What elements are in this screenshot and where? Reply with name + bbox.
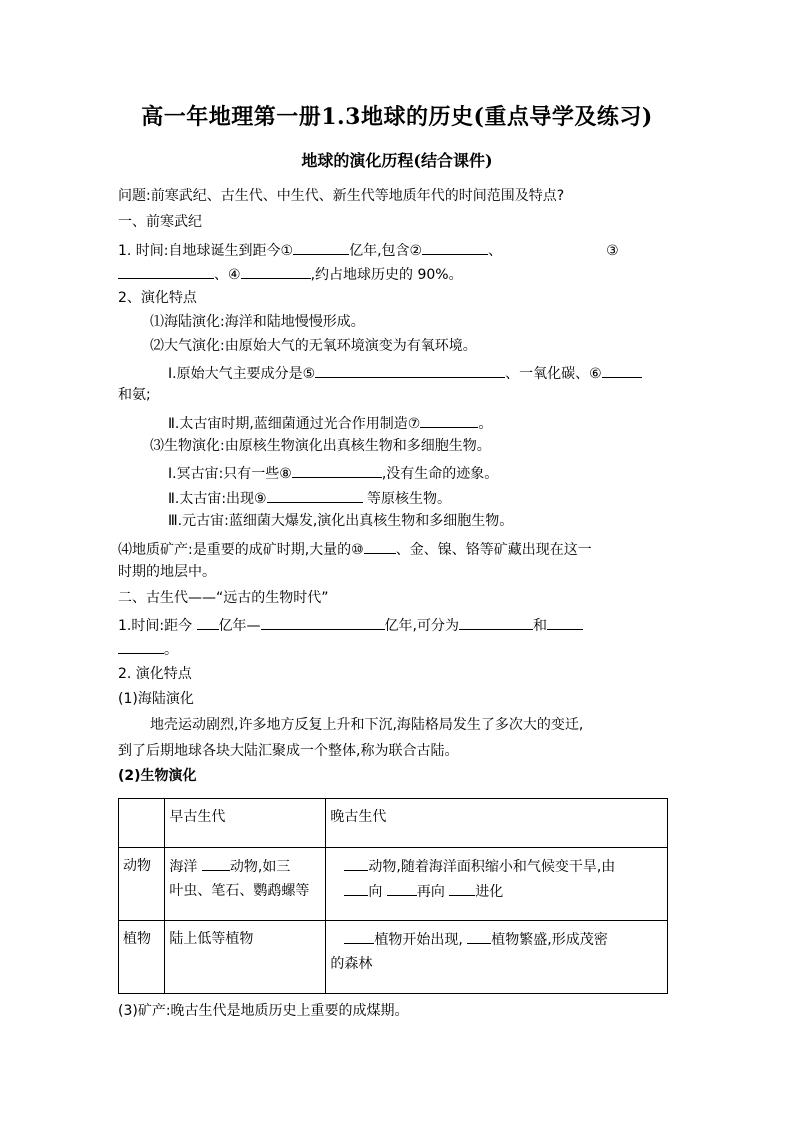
row-label-plant: 植物 <box>119 921 165 994</box>
time-line-1: 1. 时间:自地球诞生到距今① 亿年,包含② 、 ③ <box>118 238 619 261</box>
blank-5[interactable] <box>315 361 505 378</box>
table-header-row <box>119 799 668 848</box>
table-row <box>119 921 668 994</box>
mineral-line-cont: 时期的地层中。 <box>118 564 216 580</box>
plant-early-cell: 陆上低等植物 <box>165 921 326 994</box>
blank-14[interactable] <box>547 613 583 630</box>
table-header-late: 晚古生代 <box>326 799 668 848</box>
blank-11[interactable] <box>197 613 219 630</box>
archean-line: Ⅱ.太古宙:出现⑨ 等原核生物。 <box>168 486 451 509</box>
blank-10[interactable] <box>364 537 396 554</box>
mineral-paleozoic: (3)矿产:晚古生代是地质历史上重要的成煤期。 <box>118 1003 409 1019</box>
blank-table-5[interactable] <box>449 879 475 896</box>
blank-14-cont[interactable] <box>118 637 164 654</box>
blank-table-4[interactable] <box>387 879 417 896</box>
biology-evolution: ⑶生物演化:由原核生物演化出真核生物和多细胞生物。 <box>150 438 491 454</box>
blank-13[interactable] <box>459 613 533 630</box>
atmosphere-evolution: ⑵大气演化:由原始大气的无氧环境演变为有氧环境。 <box>150 338 477 354</box>
sea-land-evolution: ⑴海陆演化:海洋和陆地慢慢形成。 <box>150 314 365 330</box>
blank-table-7[interactable] <box>467 927 491 944</box>
sea-land-paragraph-2: 到了后期地球各块大陆汇聚成一个整体,称为联合古陆。 <box>118 743 459 759</box>
sea-land-paragraph-1: 地壳运动剧烈,许多地方反复上升和下沉,海陆格局发生了多次大的变迁, <box>150 717 584 733</box>
blank-table-2[interactable] <box>344 854 368 871</box>
blank-9[interactable] <box>267 486 363 503</box>
plant-late-cell: 植物开始出现, 植物繁盛,形成茂密 的森林 <box>326 921 668 994</box>
time-line-2: 、④ ,约占地球历史的 90%。 <box>118 262 463 285</box>
paleozoic-biology-table <box>118 798 668 994</box>
blank-12[interactable] <box>261 613 385 630</box>
table-corner-cell <box>119 799 165 848</box>
blank-2[interactable] <box>422 238 488 255</box>
blank-3[interactable] <box>118 262 214 279</box>
hadean-line: Ⅰ.冥古宙:只有一些⑧ ,没有生命的迹象。 <box>168 461 498 484</box>
blank-6[interactable] <box>602 361 642 378</box>
section-heading-precambrian: 一、前寒武纪 <box>118 214 202 230</box>
evolution-heading: 2、演化特点 <box>118 290 197 306</box>
atmosphere-item-2: Ⅱ.太古宙时期,蓝细菌通过光合作用制造⑦ 。 <box>168 411 492 434</box>
table-row <box>119 848 668 921</box>
mineral-line: ⑷地质矿产:是重要的成矿时期,大量的⑩ 、金、镍、铬等矿藏出现在这一 <box>118 537 592 560</box>
blank-table-6[interactable] <box>344 927 374 944</box>
blank-1[interactable] <box>293 238 349 255</box>
biology-evolution-heading: (2)生物演化 <box>118 768 197 784</box>
question-line: 问题:前寒武纪、古生代、中生代、新生代等地质年代的时间范围及特点? <box>118 188 565 204</box>
page-subtitle: 地球的演化历程(结合课件) <box>301 151 493 170</box>
proterozoic-line: Ⅲ.元古宙:蓝细菌大爆发,演化出真核生物和多细胞生物。 <box>168 513 514 529</box>
section-heading-paleozoic: 二、古生代——“远古的生物时代” <box>118 590 329 606</box>
paleozoic-sea-land-heading: (1)海陆演化 <box>118 691 194 707</box>
animal-late-cell: 动物,随着海洋面积缩小和气候变干旱,由 向 再向 进化 <box>326 848 668 921</box>
blank-7[interactable] <box>420 411 478 428</box>
row-label-animal: 动物 <box>119 848 165 921</box>
paleozoic-time-line: 1.时间:距今 亿年— 亿年,可分为 和 <box>118 613 583 636</box>
atmosphere-item-1-cont: 和氨; <box>118 387 151 403</box>
atmosphere-item-1: Ⅰ.原始大气主要成分是⑤ 、一氧化碳、⑥ <box>168 361 642 384</box>
table-header-early: 早古生代 <box>165 799 326 848</box>
blank-table-3[interactable] <box>344 879 368 896</box>
blank-table-1[interactable] <box>202 854 230 871</box>
paleozoic-time-line-cont: 。 <box>118 637 178 660</box>
animal-early-cell: 海洋 动物,如三 叶虫、笔石、鹦鹉螺等 <box>165 848 326 921</box>
paleozoic-evolution-heading: 2. 演化特点 <box>118 666 192 682</box>
blank-8[interactable] <box>292 461 382 478</box>
blank-4[interactable] <box>241 262 311 279</box>
page-title: 高一年地理第一册1.3地球的历史(重点导学及练习) <box>141 104 653 130</box>
